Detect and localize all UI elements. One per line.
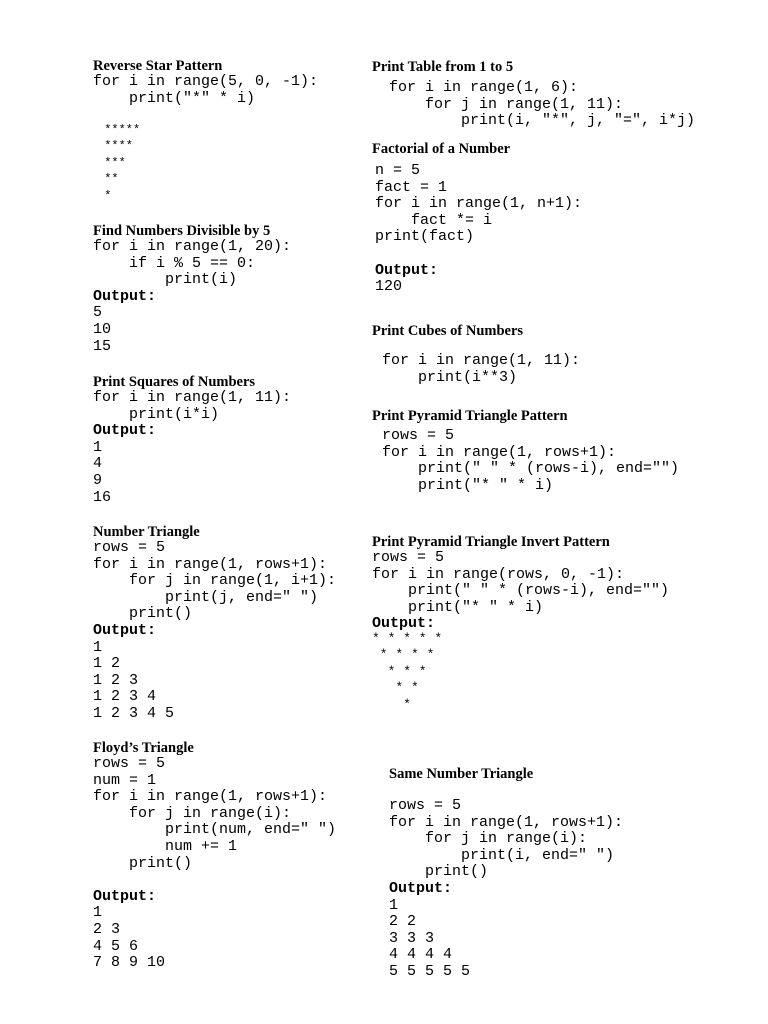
code-line: print(i, "*", j, "=", i*j) [389, 112, 696, 130]
factorial-code-block [375, 163, 582, 296]
output-label: Output: [93, 621, 157, 639]
code-line: for i in range(1, rows+1): [389, 813, 624, 831]
output-line: 1 2 [93, 655, 121, 673]
section-title: Number Triangle [93, 524, 200, 540]
code-line: for j in range(1, 11): [389, 95, 624, 113]
output-line: 4 5 6 [93, 937, 139, 955]
output-line: ***** [97, 123, 141, 137]
section-title: Print Cubes of Numbers [372, 323, 524, 339]
code-line: for i in range(1, 6): [389, 79, 579, 96]
code-line: for j in range(1, i+1): [93, 572, 337, 590]
output-line: 2 3 [93, 920, 121, 938]
output-line: ** [97, 172, 119, 187]
code-line: print(i*i) [93, 405, 220, 423]
section-title: Same Number Triangle [389, 766, 534, 782]
output-line: 1 [93, 638, 103, 656]
output-line: 1 2 3 [93, 671, 139, 689]
code-line: for i in range(1, rows+1): [382, 443, 617, 461]
code-line: num += 1 [93, 837, 238, 855]
code-line: for i in range(1, rows+1): [93, 555, 328, 573]
output-line: * * * * * [372, 631, 443, 646]
code-line: rows = 5 [93, 755, 166, 772]
code-line: print("* " * i) [382, 476, 554, 494]
code-line: print(num, end=" ") [93, 821, 337, 839]
output-line: 4 4 4 4 [389, 946, 453, 964]
output-label: Output: [93, 287, 157, 305]
pyramid-code-block [382, 428, 679, 494]
output-label: Output: [375, 261, 439, 279]
number-triangle-section [93, 524, 336, 723]
output-line: 15 [93, 337, 112, 355]
code-line: num = 1 [93, 771, 157, 789]
output-line: 10 [93, 320, 112, 338]
output-line: 7 8 9 10 [93, 954, 166, 972]
code-line: for i in range(1, 11): [382, 352, 581, 369]
factorial-title-block [372, 141, 510, 157]
output-line: 1 2 3 4 5 [93, 704, 175, 722]
section-title: Find Numbers Divisible by 5 [93, 223, 271, 239]
code-line: print() [93, 854, 193, 872]
code-line: fact = 1 [375, 178, 448, 196]
blank-line [375, 246, 582, 263]
code-line: print(fact) [375, 228, 475, 246]
output-line: 5 5 5 5 5 [389, 962, 471, 980]
pyramid-invert-section [372, 534, 669, 633]
reverse-star-output [97, 122, 140, 204]
code-line: rows = 5 [382, 427, 455, 444]
output-line: * [372, 696, 412, 712]
code-line: for i in range(1, 20): [93, 238, 292, 255]
output-label: Output: [372, 615, 436, 633]
cubes-title-block [372, 323, 523, 339]
code-line: print() [93, 605, 193, 623]
code-line: rows = 5 [389, 797, 462, 814]
output-label: Output: [93, 887, 157, 905]
code-line: n = 5 [375, 162, 421, 179]
output-line: * * * [372, 663, 427, 679]
blank-line [93, 872, 336, 889]
same-number-title-block [389, 766, 533, 782]
code-line: for i in range(5, 0, -1): [93, 73, 319, 90]
divisible-by-5-section [93, 223, 291, 355]
code-line: print(i**3) [382, 368, 518, 386]
code-line: rows = 5 [372, 549, 445, 566]
table-code-block [389, 80, 695, 130]
section-title: Print Table from 1 to 5 [372, 59, 514, 75]
section-title: Reverse Star Pattern [93, 58, 223, 74]
code-line: fact *= i [375, 211, 493, 229]
code-line: print(i, end=" ") [389, 846, 615, 864]
output-line: * [97, 188, 112, 203]
code-line: for j in range(i): [389, 830, 588, 848]
squares-section [93, 374, 291, 506]
section-title: Print Pyramid Triangle Invert Pattern [372, 534, 610, 550]
section-title: Factorial of a Number [372, 141, 511, 157]
floyd-triangle-section [93, 740, 336, 972]
output-line: 1 2 3 4 [93, 688, 157, 706]
pyramid-invert-output [372, 631, 442, 713]
code-line: print("* " * i) [372, 598, 544, 616]
code-line: print(" " * (rows-i), end="") [372, 582, 670, 600]
code-line: for i in range(1, rows+1): [93, 788, 328, 806]
output-line: 1 [93, 438, 103, 456]
output-line: 1 [389, 896, 399, 914]
code-line: print("*" * i) [93, 89, 256, 107]
output-line: 4 [93, 455, 103, 473]
code-line: if i % 5 == 0: [93, 254, 256, 272]
table-title-block [372, 59, 513, 75]
output-line: 5 [93, 304, 103, 322]
pyramid-title-block [372, 408, 568, 424]
output-line: 2 2 [389, 913, 417, 931]
code-line: for i in range(1, n+1): [375, 195, 583, 213]
output-line: * * * * [372, 647, 435, 663]
reverse-star-section [93, 58, 318, 107]
output-line: 9 [93, 471, 103, 489]
output-line: 3 3 3 [389, 929, 435, 947]
code-line: for j in range(i): [93, 804, 292, 822]
code-line: for i in range(1, 11): [93, 389, 292, 406]
code-line: print(i) [93, 271, 238, 289]
code-line: rows = 5 [93, 539, 166, 556]
same-number-code-block [389, 798, 623, 981]
output-label: Output: [93, 422, 157, 440]
output-label: Output: [389, 879, 453, 897]
section-title: Print Squares of Numbers [93, 374, 256, 390]
output-line: 1 [93, 904, 103, 922]
section-title: Print Pyramid Triangle Pattern [372, 408, 568, 424]
code-line: print() [389, 863, 489, 881]
output-line: *** [97, 155, 126, 170]
code-line: for i in range(rows, 0, -1): [372, 565, 625, 583]
output-line: 16 [93, 488, 112, 506]
output-line: 120 [375, 278, 403, 296]
output-line: * * [372, 680, 419, 696]
cubes-code-block [382, 353, 580, 386]
section-title: Floyd’s Triangle [93, 740, 194, 756]
code-line: print(" " * (rows-i), end="") [382, 460, 680, 478]
code-line: print(j, end=" ") [93, 588, 319, 606]
output-line: **** [97, 139, 134, 154]
